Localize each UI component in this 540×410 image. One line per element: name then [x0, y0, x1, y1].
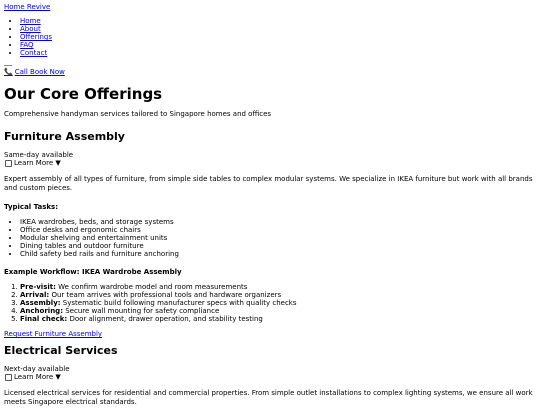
- nav-link-offerings[interactable]: Offerings: [20, 33, 52, 41]
- workflow-step: [20, 299, 536, 307]
- nav-link-contact[interactable]: Contact: [20, 49, 48, 57]
- page-title: Our Core Offerings: [4, 85, 163, 103]
- nav-item-about: [20, 25, 536, 33]
- electrical-learn-more-toggle[interactable]: [4, 373, 536, 381]
- furniture-description: Expert assembly of all types of furniture, from simple side tables to complex modular systems. We specialize in IKEA furniture but work with all brands and custom pieces.: [4, 175, 533, 192]
- step-text: Our team arrives with professional tools and hardware organizers: [49, 291, 282, 299]
- learn-more-checkbox[interactable]: [5, 374, 12, 381]
- step-text: Door alignment, drawer operation, and stability testing: [67, 315, 263, 323]
- furniture-availability: Same-day available: [4, 151, 74, 159]
- step-label: Final check:: [20, 315, 68, 323]
- step-label: Anchoring:: [20, 307, 63, 315]
- learn-more-checkbox[interactable]: [5, 160, 12, 167]
- furniture-heading: Furniture Assembly: [4, 130, 125, 143]
- tasks-list: [4, 218, 536, 258]
- nav-link-home[interactable]: Home: [20, 17, 41, 25]
- step-text: Secure wall mounting for safety compliance: [63, 307, 220, 315]
- tasks-heading: Typical Tasks:: [4, 203, 59, 211]
- workflow-steps: [4, 283, 536, 323]
- furniture-section: [4, 130, 536, 338]
- workflow-step: [20, 291, 536, 299]
- step-label: Arrival:: [20, 291, 50, 299]
- nav-item-contact: [20, 49, 536, 57]
- electrical-availability: Next-day available: [4, 365, 70, 373]
- furniture-learn-more-toggle[interactable]: [4, 159, 536, 167]
- workflow-step: [20, 307, 536, 315]
- list-item: • IKEA wardrobes, beds, and storage systems: [20, 218, 536, 226]
- nav-link-about[interactable]: About: [20, 25, 41, 33]
- step-text: Systematic build following manufacturer specs with quality checks: [60, 299, 297, 307]
- learn-more-label: Learn More ▼: [14, 159, 61, 167]
- main-nav: [4, 17, 536, 57]
- electrical-heading: Electrical Services: [4, 344, 118, 357]
- nav-item-faq: [20, 41, 536, 49]
- list-item: • Modular shelving and entertainment units: [20, 234, 536, 242]
- learn-more-label: Learn More ▼: [14, 373, 61, 381]
- workflow-step: [20, 315, 536, 323]
- brand-link[interactable]: Home Revive: [4, 3, 51, 11]
- nav-item-home: [20, 17, 536, 25]
- call-label: Call Book Now: [14, 68, 65, 76]
- list-item: • Dining tables and outdoor furniture: [20, 242, 536, 250]
- list-item: • Child safety bed rails and furniture anchoring: [20, 250, 536, 258]
- phone-icon: 📞: [4, 68, 13, 76]
- nav-item-offerings: [20, 33, 536, 41]
- electrical-description: Licensed electrical services for residential and commercial properties. From simple outlet installations to complex lighting systems, we ensure all work meets Singapore electrical standards.: [4, 389, 533, 406]
- step-text: We confirm wardrobe model and room measurements: [55, 283, 248, 291]
- request-furniture-assembly-link[interactable]: Request Furniture Assembly: [4, 330, 103, 338]
- workflow-heading: Example Workflow: IKEA Wardrobe Assembly: [4, 268, 182, 276]
- nav-link-faq[interactable]: FAQ: [20, 41, 34, 49]
- electrical-section: [4, 344, 536, 407]
- workflow-step: [20, 283, 536, 291]
- step-label: Pre-visit:: [20, 283, 56, 291]
- list-item: • Office desks and ergonomic chairs: [20, 226, 536, 234]
- page-intro: Comprehensive handyman services tailored to Singapore homes and offices: [4, 110, 272, 118]
- step-label: Assembly:: [20, 299, 61, 307]
- call-book-now-link[interactable]: [4, 68, 536, 77]
